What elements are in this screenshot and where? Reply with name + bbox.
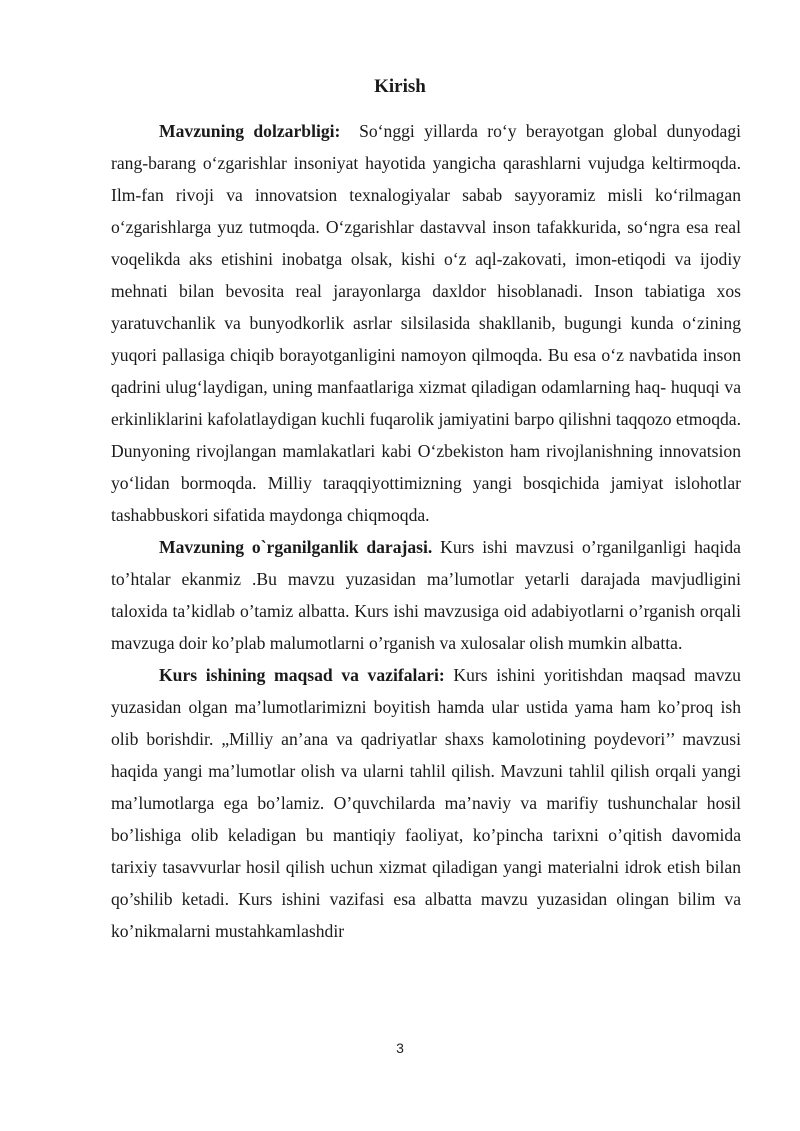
paragraph-relevance <box>111 115 741 531</box>
paragraph-goals <box>111 659 741 947</box>
paragraph-heading: Mavzuning dolzarbligi: <box>159 121 341 141</box>
paragraph-text: So‘nggi yillarda ro‘y berayotgan global dunyodagi rang-barang o‘zgarishlar insoniyat hayotida yangicha qarashlarni vujudga keltirmoqda. Ilm-fan rivoji va innovatsion texnalogiyalar sabab sayyoramiz misli ko‘rilmagan o‘zgarishlarga yuz tutmoqda. O‘zgarishlar dastavval inson tafakkurida, so‘ngra esa real voqelikda aks etishini inobatga olsak, kishi o‘z aql-zakovati, imon-etiqodi va ijodiy mehnati bilan bevosita real jarayonlarga daxldor hisoblanadi. Inson tabiatiga xos yaratuvchanlik va bunyodkorlik asrlar silsilasida shakllanib, bugungi kunda o‘zining yuqori pallasiga chiqib borayotganligini namoyon qilmoqda. Bu esa o‘z navbatida inson qadrini ulug‘laydigan, uning manfaatlariga xizmat qiladigan odamlarning haq- huquqi va erkinliklarini kafolatlaydigan kuchli fuqarolik jamiyatini barpo qilishni taqqozo etmoqda. Dunyoning rivojlangan mamlakatlari kabi O‘zbekiston ham rivojlanishning innovatsion yo‘lidan bormoqda. Milliy taraqqiyottimizning yangi bosqichida jamiyat islohotlar tashabbuskori sifatida maydonga chiqmoqda. <box>111 121 742 525</box>
page-title: Kirish <box>374 76 426 97</box>
page-number: 3 <box>396 1040 404 1056</box>
paragraph-text: Kurs ishini yoritishdan maqsad mavzu yuzasidan olgan ma’lumotlarimizni boyitish hamda ular ustida yama ham ko’proq ish olib borishdir. „Milliy an’ana va qadriyatlar shaxs kamolotining poydevori’’ mavzusi haqida yangi ma’lumotlar olish va ularni tahlil qilish. Mavzuni tahlil qilish orqali yangi ma’lumotlarga ega bo’lamiz. O’quvchilarda ma’naviy va marifiy tushunchalar hosil bo’lishiga olib keladigan bu mantiqiy faoliyat, ko’pincha tarixni o’qitish davomida tarixiy tasavvurlar hosil qilish uchun xizmat qiladigan yangi materialni idrok etish bilan qo’shilib ketadi. Kurs ishini vazifasi esa albatta mavzu yuzasidan olingan bilim va ko’nikmalarni mustahkamlashdir <box>111 665 741 941</box>
document-body <box>111 115 741 947</box>
paragraph-study-level <box>111 531 741 659</box>
paragraph-heading: Kurs ishining maqsad va vazifalari: <box>159 665 445 685</box>
paragraph-text: Kurs ishi mavzusi o’rganilganligi haqida to’htalar ekanmiz .Bu mavzu yuzasidan ma’lumotlar yetarli darajada mavjudligini taloxida ta’kidlab o’tamiz albatta. Kurs ishi mavzusiga oid adabiyotlarni o’rganish orqali mavzuga doir ko’plab malumotlarni o’rganish va xulosalar olish mumkin albatta. <box>111 537 741 653</box>
paragraph-heading: Mavzuning o`rganilganlik darajasi. <box>159 537 433 557</box>
